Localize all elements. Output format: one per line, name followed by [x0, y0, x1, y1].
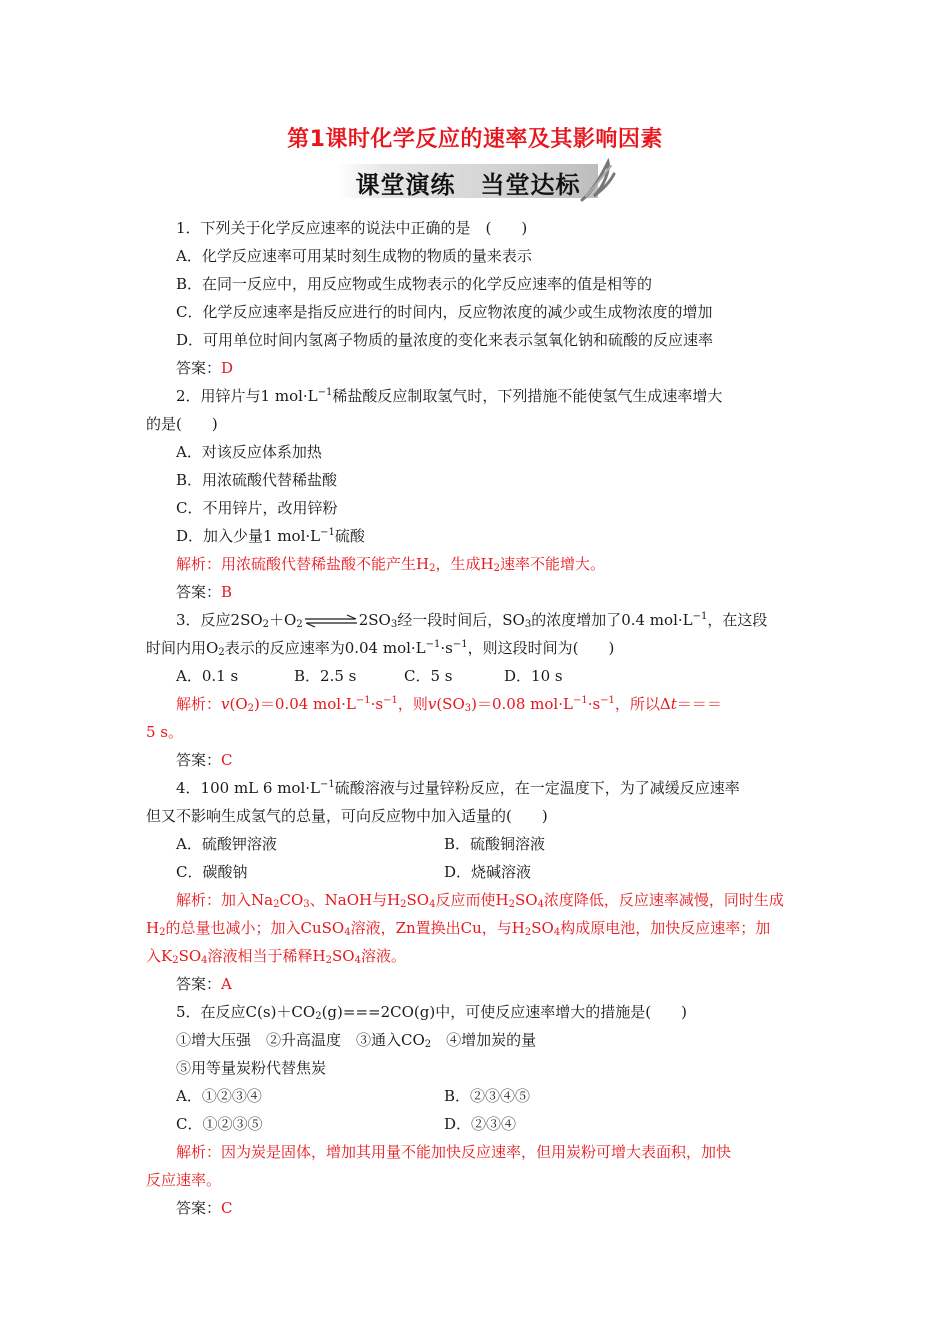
- analysis-part: SO: [178, 947, 202, 965]
- subscript: 3: [464, 703, 472, 714]
- analysis-part: 反应而使H: [435, 891, 509, 909]
- analysis-label: 解析：: [176, 555, 222, 573]
- q4-options-row-1: [146, 830, 810, 858]
- analysis-part: v: [221, 695, 230, 713]
- superscript: −1: [692, 611, 708, 622]
- brush-swirl-icon: [578, 156, 618, 204]
- q5-option-c: C．①②③⑤: [176, 1115, 263, 1133]
- stem-part: (g)===2CO(g)中，可使反应速率增大的措施是( ): [321, 1003, 687, 1021]
- question-3-stem: [146, 606, 810, 634]
- q1-option-b: B．在同一反应中，用反应物或生成物表示的化学反应速率的值是相等的: [176, 275, 653, 293]
- analysis-part: t: [670, 695, 677, 713]
- subscript: 2: [273, 899, 280, 910]
- stem-part: 3．反应2SO: [176, 611, 263, 629]
- q4-option-d: D．烧碱溶液: [444, 863, 532, 881]
- q5-answer: [146, 1194, 810, 1222]
- stem-part: 的浓度增加了0.4 mol·L: [531, 611, 693, 629]
- stem-part: 5．在反应C(s)＋CO: [176, 1003, 316, 1021]
- banner-text: 课堂演练 当堂达标: [355, 171, 581, 199]
- stem-part: 2SO: [358, 611, 391, 629]
- analysis-part: 溶液相当于稀释H: [207, 947, 326, 965]
- stem-part: 2．用锌片与1 mol·L: [176, 387, 318, 405]
- q4-analysis-cont-2: [146, 942, 810, 970]
- subscript: 4: [201, 955, 208, 966]
- question-3-stem-cont: [146, 634, 810, 662]
- analysis-part: 速率不能增大。: [499, 555, 605, 573]
- analysis-part: 溶液。: [360, 947, 406, 965]
- q3-analysis-cont: 5 s。: [146, 723, 184, 741]
- analysis-label: 解析：: [176, 1143, 222, 1161]
- stem-part: 稀盐酸反应制取氢气时，下列措施不能使氢气生成速率增大: [332, 387, 723, 405]
- option-part: D．加入少量1 mol·L: [176, 527, 321, 545]
- superscript: −1: [320, 779, 335, 790]
- measures-part: ④增加炭的量: [431, 1031, 537, 1049]
- q2-option-b: B．用浓硫酸代替稀盐酸: [176, 471, 338, 489]
- analysis-part: ＝＝＝: [676, 695, 722, 713]
- q1-option-a: A．化学反应速率可用某时刻生成物的物质的量来表示: [176, 247, 532, 265]
- stem-part: ＋O: [269, 611, 297, 629]
- analysis-part: 浓度降低，反应速率减慢，同时生成: [543, 891, 784, 909]
- answer-label: 答案：: [176, 359, 222, 377]
- superscript: −1: [383, 695, 398, 706]
- subscript: 2: [325, 955, 333, 966]
- analysis-part: 加入Na: [221, 891, 274, 909]
- question-4-stem-cont: 但又不影响生成氢气的总量，可向反应物中加入适量的( ): [146, 807, 548, 825]
- superscript: −1: [425, 639, 441, 650]
- analysis-label: 解析：: [176, 695, 222, 713]
- q1-answer: [146, 354, 810, 382]
- question-2-stem: [146, 382, 810, 410]
- q5-option-b: B．②③④⑤: [444, 1087, 531, 1105]
- analysis-part: 因为炭是固体，增加其用量不能加快反应速率，但用炭粉可增大表面积，加快: [221, 1143, 732, 1161]
- subscript: 2: [400, 899, 407, 910]
- analysis-part: v: [427, 695, 437, 713]
- subscript: 2: [262, 619, 270, 630]
- question-2-stem-cont: 的是( ): [146, 415, 218, 433]
- answer-value: B: [221, 583, 233, 601]
- subscript: 2: [424, 1039, 432, 1050]
- q4-option-b: B．硫酸铜溶液: [444, 835, 546, 853]
- subscript: 2: [172, 955, 179, 966]
- analysis-part: ，所以Δ: [614, 695, 671, 713]
- q2-option-a: A．对该反应体系加热: [176, 443, 322, 461]
- q1-option-d: D．可用单位时间内氢离子物质的量浓度的变化来表示氢氧化钠和硫酸的反应速率: [176, 331, 714, 349]
- stem-part: ·s: [440, 639, 453, 657]
- q2-option-d: [146, 522, 810, 550]
- superscript: −1: [452, 639, 468, 650]
- q3-option-b: B．2.5 s: [294, 667, 357, 685]
- q5-measures-cont: ⑤用等量炭粉代替焦炭: [176, 1059, 327, 1077]
- q3-analysis: [146, 690, 810, 718]
- analysis-part: H: [146, 919, 160, 937]
- subscript: 3: [390, 619, 398, 630]
- option-part: 硫酸: [334, 527, 365, 545]
- q5-option-d: D．②③④: [444, 1115, 517, 1133]
- analysis-label: 解析：: [176, 891, 222, 909]
- superscript: −1: [600, 695, 615, 706]
- q3-option-c: C．5 s: [404, 667, 453, 685]
- q5-options-row-2: [146, 1110, 810, 1138]
- section-banner: [338, 156, 618, 204]
- analysis-part: 溶液，Zn置换出Cu，与H: [350, 919, 525, 937]
- answer-label: 答案：: [176, 975, 222, 993]
- subscript: 2: [524, 927, 532, 938]
- answer-label: 答案：: [176, 1199, 222, 1217]
- subscript: 2: [429, 563, 436, 574]
- analysis-part: (O: [229, 695, 248, 713]
- subscript: 4: [354, 955, 361, 966]
- superscript: −1: [320, 527, 335, 538]
- analysis-part: )＝0.08 mol·L: [471, 695, 573, 713]
- analysis-part: ·s: [370, 695, 384, 713]
- stem-part: 硫酸溶液与过量锌粉反应，在一定温度下，为了减缓反应速率: [334, 779, 740, 797]
- q3-option-a: A．0.1 s: [176, 667, 239, 685]
- q3-option-d: D．10 s: [504, 667, 563, 685]
- q4-answer: [146, 970, 810, 998]
- analysis-part: (SO: [436, 695, 465, 713]
- page-title: 第1课时化学反应的速率及其影响因素: [287, 127, 663, 152]
- q4-analysis: [146, 886, 810, 914]
- analysis-part: ，生成H: [435, 555, 494, 573]
- analysis-part: SO: [531, 919, 554, 937]
- question-4-stem: [146, 774, 810, 802]
- subscript: 2: [296, 619, 303, 630]
- answer-label: 答案：: [176, 583, 222, 601]
- q5-option-a: A．①②③④: [176, 1087, 262, 1105]
- q1-option-c: C．化学反应速率是指反应进行的时间内，反应物浓度的减少或生成物浓度的增加: [176, 303, 713, 321]
- stem-part: 4．100 mL 6 mol·L: [176, 779, 320, 797]
- subscript: 2: [508, 899, 515, 910]
- q5-options-row-1: [146, 1082, 810, 1110]
- analysis-part: 构成原电池，加快反应速率；加: [560, 919, 771, 937]
- subscript: 4: [429, 899, 436, 910]
- equilibrium-arrow-icon: [303, 614, 359, 628]
- superscript: −1: [355, 695, 371, 706]
- question-1-stem: 1．下列关于化学反应速率的说法中正确的是 ( ): [176, 219, 528, 237]
- analysis-part: ·s: [587, 695, 601, 713]
- q3-answer: [146, 746, 810, 774]
- question-5-stem: [146, 998, 810, 1026]
- q5-measures: [146, 1026, 810, 1054]
- analysis-part: SO: [332, 947, 355, 965]
- q5-analysis-cont: 反应速率。: [146, 1171, 222, 1189]
- subscript: 2: [247, 703, 255, 714]
- analysis-part: SO: [514, 891, 538, 909]
- analysis-part: 入K: [146, 947, 173, 965]
- subscript: 2: [493, 563, 500, 574]
- answer-value: C: [221, 751, 233, 769]
- stem-part: 时间内用O: [146, 639, 219, 657]
- subscript: 3: [524, 619, 532, 630]
- q2-answer: [146, 578, 810, 606]
- analysis-part: 的总量也减小；加入CuSO: [165, 919, 345, 937]
- stem-part: ，在这段: [707, 611, 768, 629]
- subscript: 4: [553, 927, 561, 938]
- q2-option-c: C．不用锌片，改用锌粉: [176, 499, 338, 517]
- answer-value: C: [221, 1199, 233, 1217]
- stem-part: 经一段时间后，SO: [397, 611, 525, 629]
- subscript: 2: [159, 927, 166, 938]
- stem-part: ，则这段时间为( ): [467, 639, 615, 657]
- q5-analysis: [146, 1138, 810, 1166]
- analysis-part: CO: [279, 891, 304, 909]
- subscript: 3: [303, 899, 310, 910]
- answer-value: D: [221, 359, 234, 377]
- q2-analysis: [146, 550, 810, 578]
- subscript: 4: [537, 899, 544, 910]
- q4-option-c: C．碳酸钠: [176, 863, 248, 881]
- stem-part: 表示的反应速率为0.04 mol·L: [224, 639, 426, 657]
- q4-option-a: A．硫酸钾溶液: [176, 835, 277, 853]
- measures-part: ①增大压强 ②升高温度 ③通入CO: [176, 1031, 425, 1049]
- superscript: −1: [317, 387, 333, 398]
- analysis-part: ，则: [397, 695, 428, 713]
- analysis-part: 、NaOH与H: [309, 891, 401, 909]
- q4-analysis-cont-1: [146, 914, 810, 942]
- subscript: 4: [344, 927, 351, 938]
- subscript: 2: [315, 1011, 322, 1022]
- q3-options: [146, 662, 810, 690]
- q4-options-row-2: [146, 858, 810, 886]
- subscript: 2: [218, 647, 225, 658]
- answer-value: A: [221, 975, 232, 993]
- analysis-part: )＝0.04 mol·L: [254, 695, 356, 713]
- answer-label: 答案：: [176, 751, 222, 769]
- analysis-part: SO: [406, 891, 430, 909]
- question-list: [146, 214, 810, 1222]
- superscript: −1: [572, 695, 588, 706]
- analysis-part: 用浓硫酸代替稀盐酸不能产生H: [221, 555, 430, 573]
